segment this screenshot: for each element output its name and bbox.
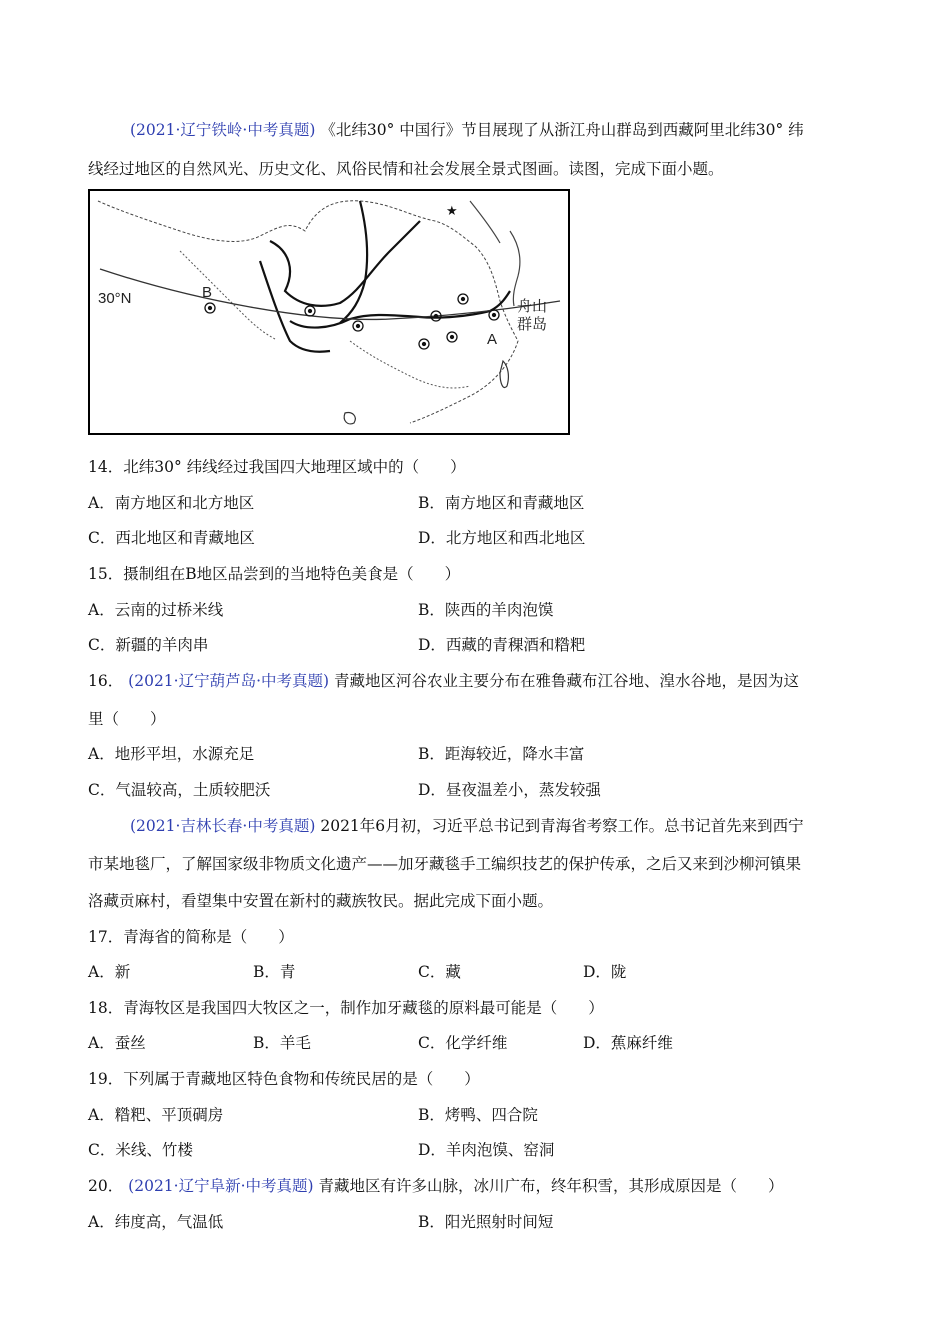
- source-tag[interactable]: (2021·辽宁阜新·中考真题): [128, 1177, 314, 1195]
- latitude-label: 30°N: [98, 290, 132, 307]
- label-zhoushan-1: 舟山: [517, 298, 548, 315]
- source-tag[interactable]: (2021·吉林长春·中考真题): [130, 817, 316, 835]
- intro-2-line-2: 市某地毯厂，了解国家级非物质文化遗产——加牙藏毯手工编织技艺的保护传承，之后又来到沙柳河镇果: [88, 855, 802, 873]
- question-16-stem: [88, 669, 799, 691]
- intro-2-line-1: [130, 814, 804, 836]
- question-15-stem: 15．摄制组在B地区品尝到的当地特色美食是（ ）: [88, 565, 461, 583]
- q20-option-a[interactable]: A．纬度高，气温低: [88, 1213, 224, 1231]
- q16-option-c[interactable]: C．气温较高，土质较肥沃: [88, 781, 271, 799]
- intro-text: 2021年6月初，习近平总书记到青海省考察工作。总书记首先来到西宁: [320, 817, 804, 835]
- question-20-stem: [88, 1174, 784, 1196]
- q17-option-a[interactable]: A．新: [88, 963, 131, 981]
- china-30n-map: [88, 189, 570, 435]
- question-17-stem: 17．青海省的简称是（ ）: [88, 928, 294, 946]
- q17-option-d[interactable]: D．陇: [583, 963, 627, 981]
- label-a: A: [487, 331, 498, 348]
- q16-option-a[interactable]: A．地形平坦，水源充足: [88, 745, 255, 763]
- question-18-stem: 18．青海牧区是我国四大牧区之一，制作加牙藏毯的原料最可能是（ ）: [88, 999, 604, 1017]
- q19-option-b[interactable]: B．烤鸭、四合院: [418, 1106, 538, 1124]
- intro-text: 《北纬30° 中国行》节目展现了从浙江舟山群岛到西藏阿里北纬30° 纬: [320, 121, 804, 139]
- capital-star-icon: ★: [446, 204, 458, 219]
- q18-option-b[interactable]: B．羊毛: [253, 1034, 311, 1052]
- intro-1-line-1: [130, 118, 804, 140]
- q15-option-d[interactable]: D．西藏的青稞酒和糌粑: [418, 636, 586, 654]
- intro-2-line-3: 洛藏贡麻村，看望集中安置在新村的藏族牧民。据此完成下面小题。: [88, 892, 554, 910]
- q15-option-b[interactable]: B．陕西的羊肉泡馍: [418, 601, 554, 619]
- q16-option-b[interactable]: B．距海较近，降水丰富: [418, 745, 585, 763]
- intro-1-line-2: 线经过地区的自然风光、历史文化、风俗民情和社会发展全景式图画。读图，完成下面小题。: [88, 160, 724, 178]
- q18-option-a[interactable]: A．蚕丝: [88, 1034, 146, 1052]
- q14-option-c[interactable]: C．西北地区和青藏地区: [88, 529, 255, 547]
- question-19-stem: 19．下列属于青藏地区特色食物和传统民居的是（ ）: [88, 1070, 480, 1088]
- q19-option-c[interactable]: C．米线、竹楼: [88, 1141, 193, 1159]
- q17-option-c[interactable]: C．藏: [418, 963, 461, 981]
- stem-text: 青藏地区有许多山脉，冰川广布，终年积雪，其形成原因是（ ）: [318, 1177, 784, 1195]
- source-tag[interactable]: (2021·辽宁铁岭·中考真题): [130, 121, 316, 139]
- q17-option-b[interactable]: B．青: [253, 963, 296, 981]
- q14-option-a[interactable]: A．南方地区和北方地区: [88, 494, 255, 512]
- q20-option-b[interactable]: B．阳光照射时间短: [418, 1213, 554, 1231]
- q18-option-c[interactable]: C．化学纤维: [418, 1034, 508, 1052]
- q16-option-d[interactable]: D．昼夜温差小，蒸发较强: [418, 781, 601, 799]
- source-tag[interactable]: (2021·辽宁葫芦岛·中考真题): [128, 672, 330, 690]
- q14-option-d[interactable]: D．北方地区和西北地区: [418, 529, 586, 547]
- q14-option-b[interactable]: B．南方地区和青藏地区: [418, 494, 585, 512]
- q15-option-c[interactable]: C．新疆的羊肉串: [88, 636, 209, 654]
- question-14-stem: 14．北纬30° 纬线经过我国四大地理区域中的（ ）: [88, 458, 466, 476]
- label-b: B: [202, 284, 213, 301]
- q19-option-d[interactable]: D．羊肉泡馍、窑洞: [418, 1141, 555, 1159]
- label-zhoushan-2: 群岛: [517, 316, 548, 333]
- question-number: 16．: [88, 672, 124, 690]
- q15-option-a[interactable]: A．云南的过桥米线: [88, 601, 224, 619]
- q19-option-a[interactable]: A．糌粑、平顶碉房: [88, 1106, 224, 1124]
- question-16-stem-line-2: 里（ ）: [88, 710, 166, 728]
- stem-text: 青藏地区河谷农业主要分布在雅鲁藏布江谷地、湟水谷地，是因为这: [334, 672, 800, 690]
- q18-option-d[interactable]: D．蕉麻纤维: [583, 1034, 673, 1052]
- question-number: 20．: [88, 1177, 124, 1195]
